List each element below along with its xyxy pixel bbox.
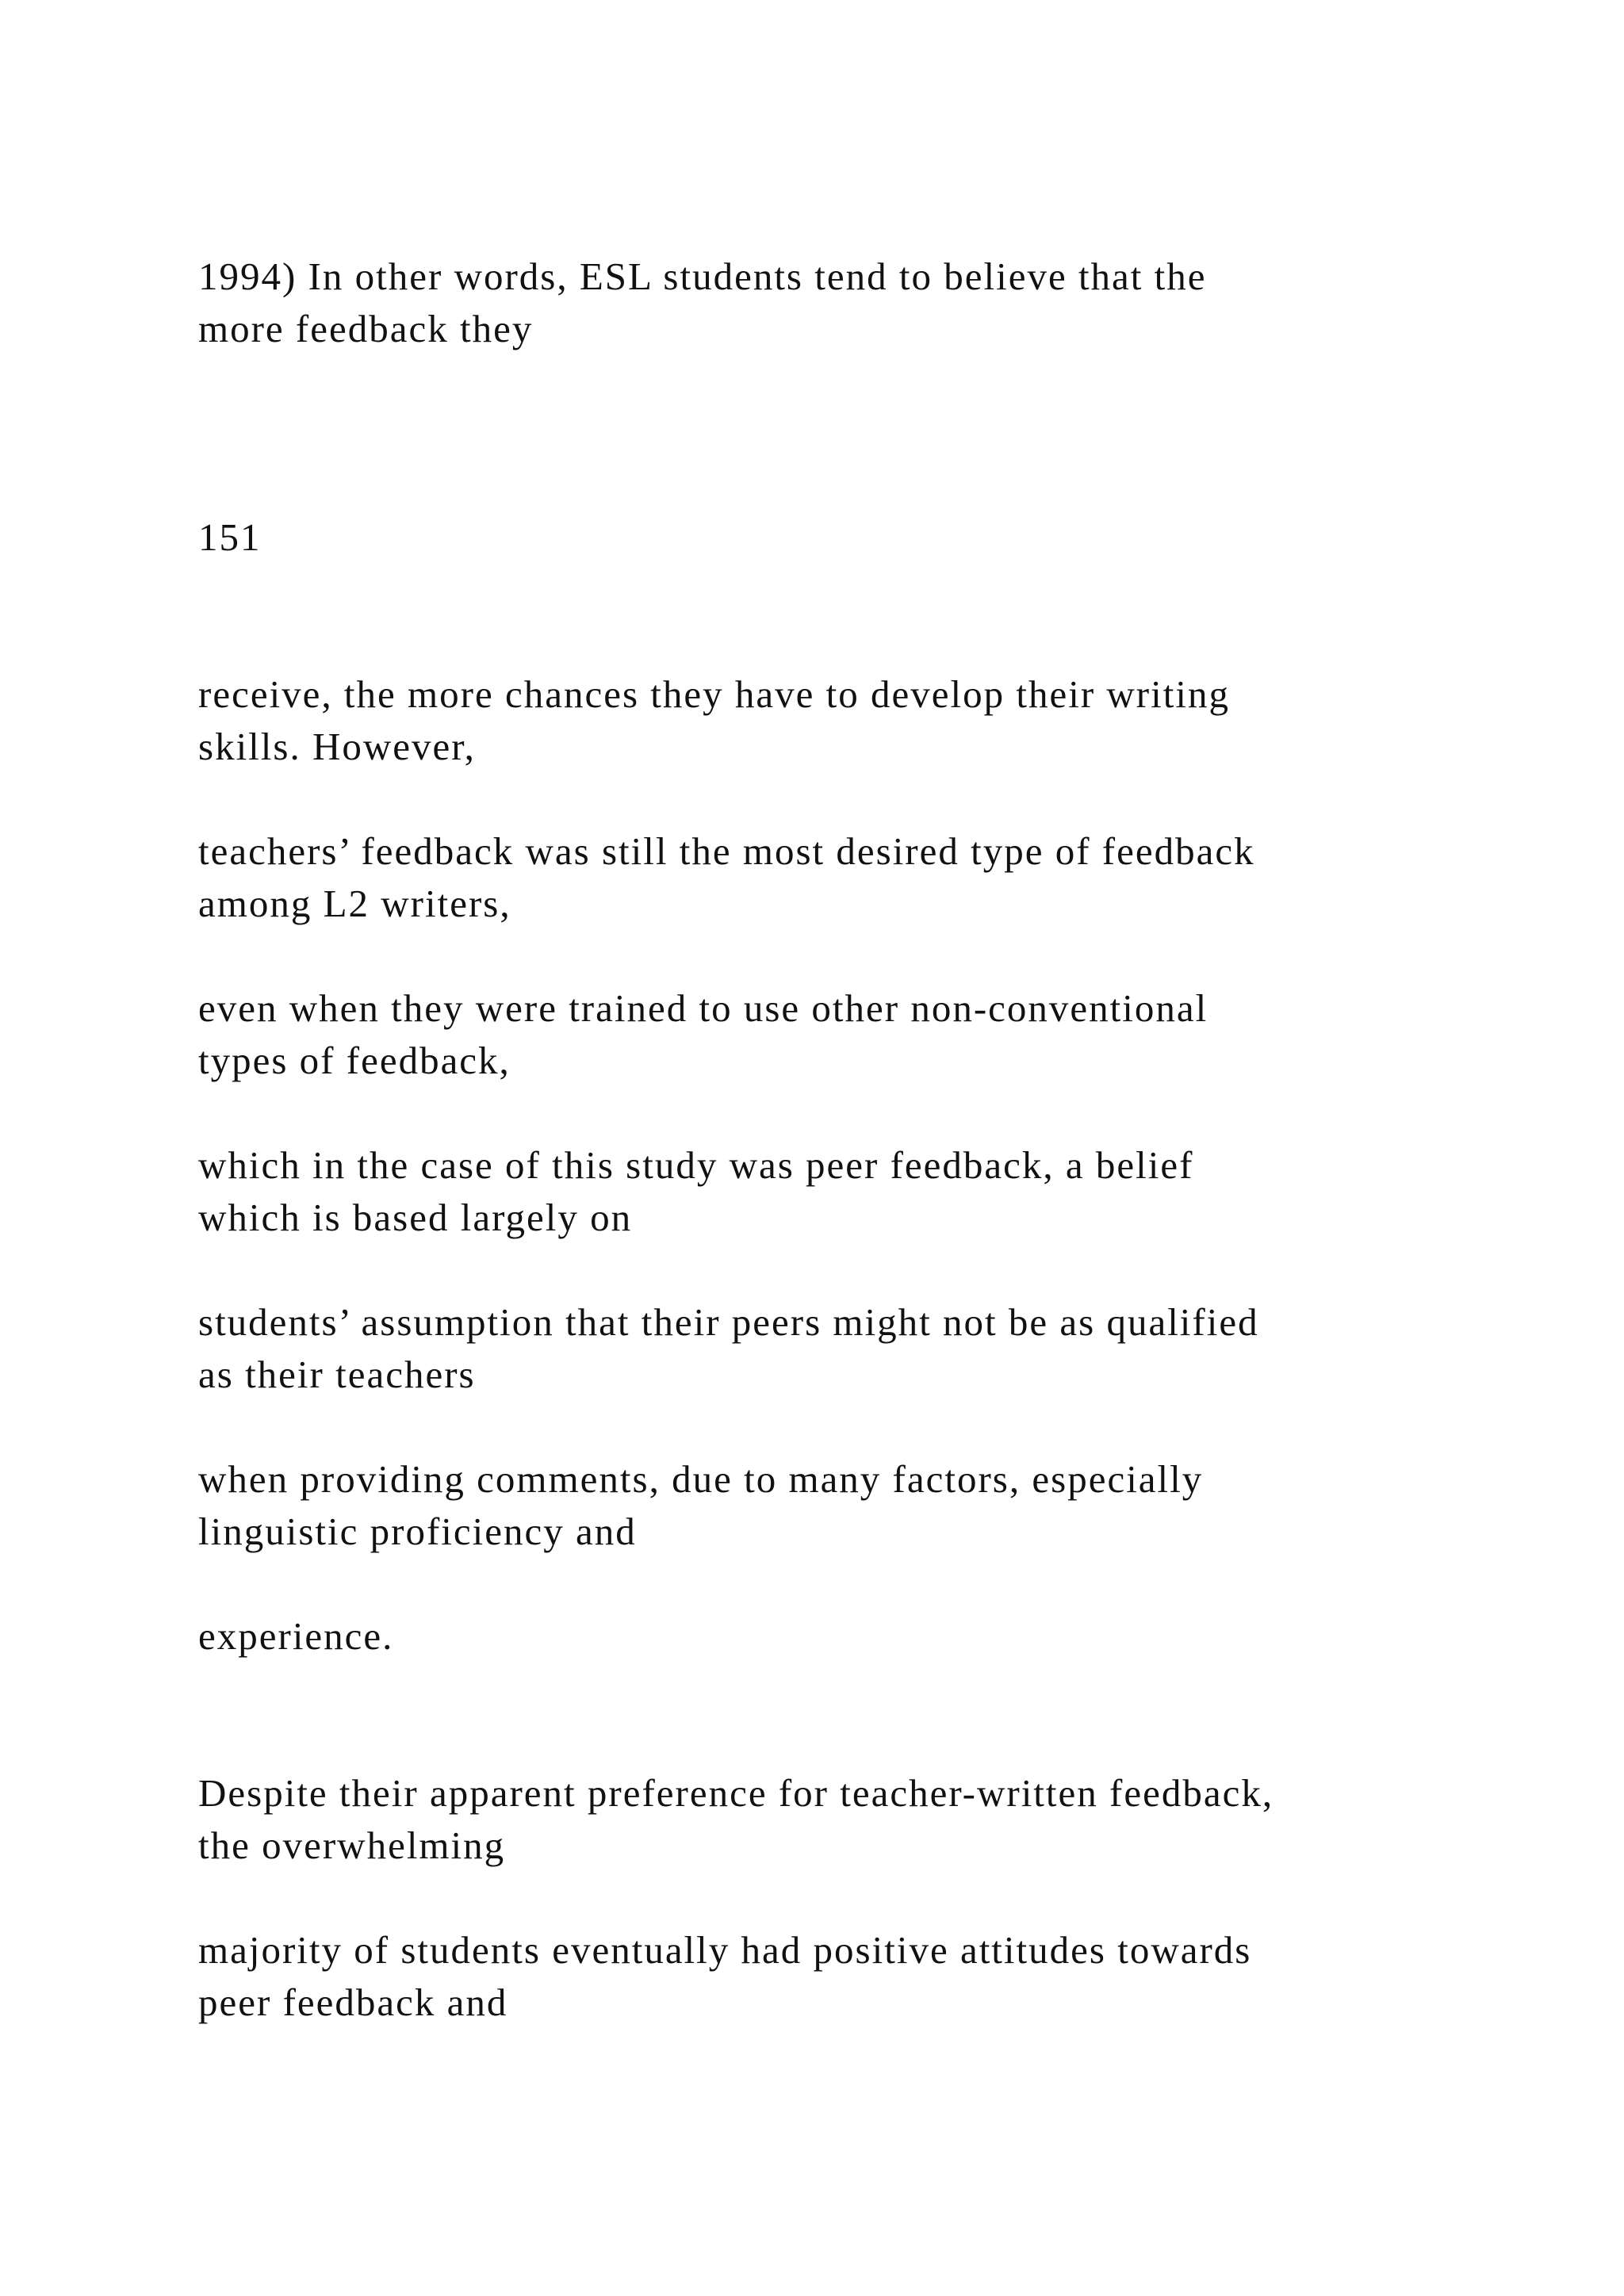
text-line: Despite their apparent preference for teacher-written feedback, [198,1771,1274,1815]
text-line: experience. [198,1614,394,1658]
text-line: peer feedback and [198,1980,508,2024]
text-line: as their teachers [198,1353,476,1396]
text-line: types of feedback, [198,1039,511,1082]
text-line: receive, the more chances they have to develop their writing [198,672,1230,716]
text-line: skills. However, [198,725,476,768]
text-line: more feedback they [198,307,534,350]
text-line: majority of students eventually had positive attitudes towards [198,1928,1252,1972]
text-line: 1994) In other words, ESL students tend to believe that the [198,254,1207,298]
text-line: students’ assumption that their peers might not be as qualified [198,1300,1259,1344]
page-number: 151 [198,515,262,559]
text-line: which is based largely on [198,1196,633,1239]
text-line: even when they were trained to use other non-conventional [198,986,1208,1030]
text-line: teachers’ feedback was still the most desired type of feedback [198,829,1255,873]
text-line: among L2 writers, [198,882,511,925]
text-line: the overwhelming [198,1823,506,1867]
text-line: which in the case of this study was peer feedback, a belief [198,1143,1194,1187]
text-line: linguistic proficiency and [198,1510,637,1553]
text-line: when providing comments, due to many factors, especially [198,1457,1204,1501]
